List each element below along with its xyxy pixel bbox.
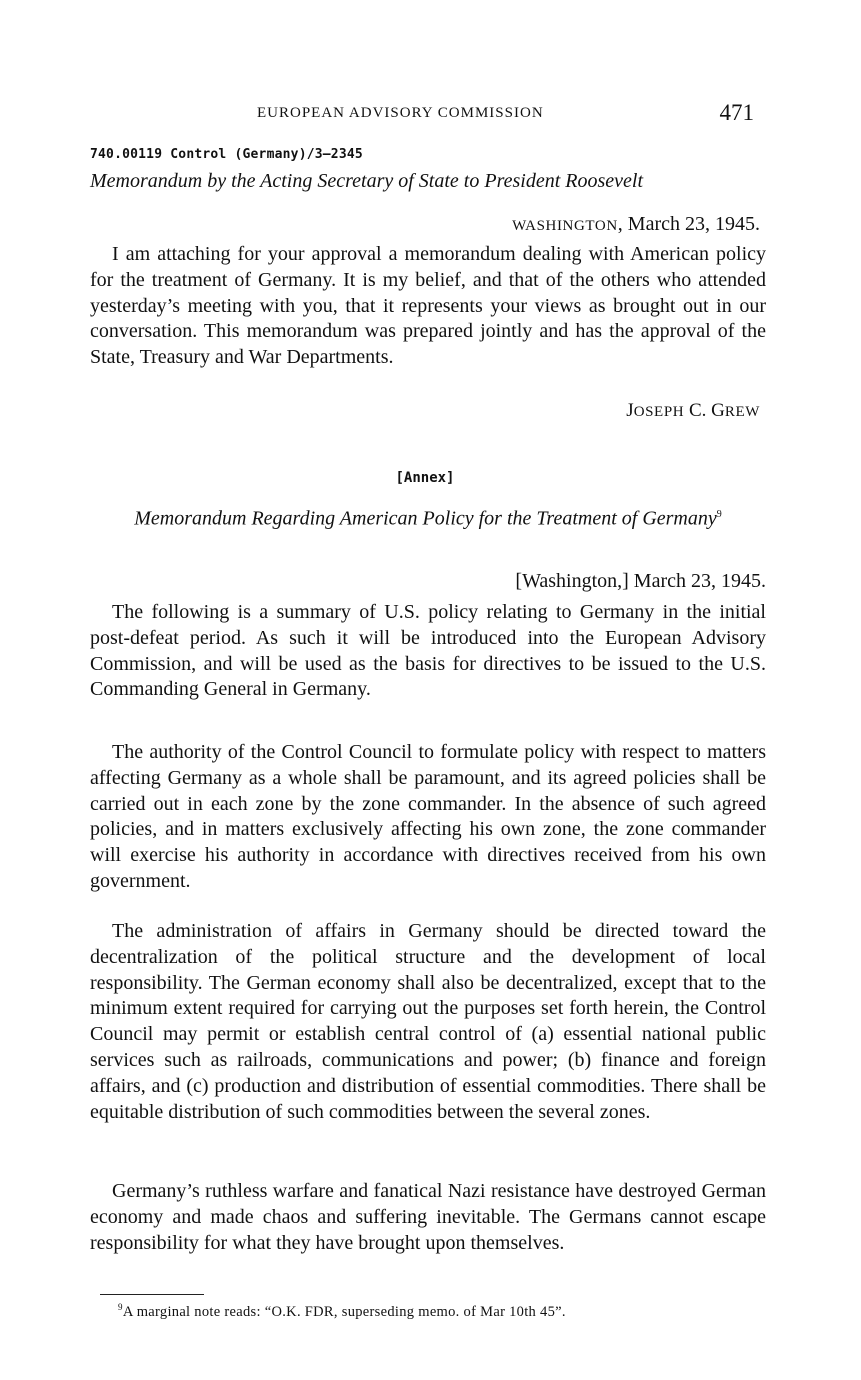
- memo-title: Memorandum by the Acting Secretary of State to President Roosevelt: [90, 170, 644, 192]
- page-header: [90, 100, 760, 130]
- file-number: 740.00119 Control (Germany)/3–2345: [90, 147, 363, 162]
- annex-label: [Annex]: [395, 470, 455, 486]
- annex-dateline: [90, 570, 766, 593]
- footnote-marker: 9: [118, 1302, 123, 1312]
- footnote-divider: [100, 1294, 204, 1295]
- page-number: 471: [719, 100, 754, 125]
- annex-paragraph-2: The authority of the Control Council to formulate policy with respect to matters affecting Germany as a whole shall be paramount, and its agreed policies shall be carried out in each zone by the zone commander. In the absence of such agreed policies, and in matters exclusively affecting his own zone, the zone commander will exercise his authority in accordance with directives received from his own government.: [90, 741, 766, 892]
- annex-title: [90, 501, 766, 533]
- memo-dateline: [90, 213, 760, 236]
- footnote: [118, 1302, 768, 1321]
- footnote-text: A marginal note reads: “O.K. FDR, superseding memo. of Mar 10th 45”.: [122, 1303, 566, 1320]
- footnote-reference: 9: [716, 509, 722, 520]
- annex-paragraph-4: Germany’s ruthless warfare and fanatical Nazi resistance have destroyed German economy and made chaos and suffering inevitable. The Germans cannot escape responsibility for what they have brought upon themselves.: [90, 1180, 766, 1254]
- signature-middle: C. G: [684, 400, 725, 421]
- annex-dateline-date: March 23, 1945.: [628, 570, 766, 592]
- annex-title-text: Memorandum Regarding American Policy for the Treatment of Germany: [134, 507, 717, 530]
- memo-dateline-date: , March 23, 1945.: [617, 213, 760, 235]
- signature: [90, 400, 760, 422]
- annex-paragraph-1: The following is a summary of U.S. policy relating to Germany in the initial post-defeat period. As such it will be introduced into the European Advisory Commission, and will be used as the basis for directives to be issued to the U.S. Commanding General in Germany.: [90, 601, 766, 701]
- annex-dateline-place: [Washington,]: [515, 570, 629, 592]
- signature-initial: J: [626, 400, 634, 421]
- annex-paragraph-3: The administration of affairs in Germany should be directed toward the decentralization of the political structure and the development of local responsibility. The German economy shall also be decentralized, except that to the minimum extent required for carrying out the purposes set forth herein, the Control Council may permit or establish central control of (a) essential national public services such as railroads, communications and power; (b) finance and foreign affairs, and (c) production and distribution of essential commodities. There shall be equitable distribution of such commodities between the several zones.: [90, 920, 766, 1123]
- running-title: EUROPEAN ADVISORY COMMISSION: [257, 105, 544, 121]
- signature-last-rest: REW: [724, 404, 760, 420]
- signature-first-rest: OSEPH: [633, 404, 685, 420]
- memo-body: I am attaching for your approval a memorandum dealing with American policy for the treatment of Germany. It is my belief, and that of the others who attended yesterday’s meeting with you, that it represents your views as brought out in our conversation. This memorandum was prepared jointly and has the approval of the State, Treasury and War Departments.: [90, 243, 766, 369]
- memo-dateline-place: WASHINGTON: [512, 218, 618, 234]
